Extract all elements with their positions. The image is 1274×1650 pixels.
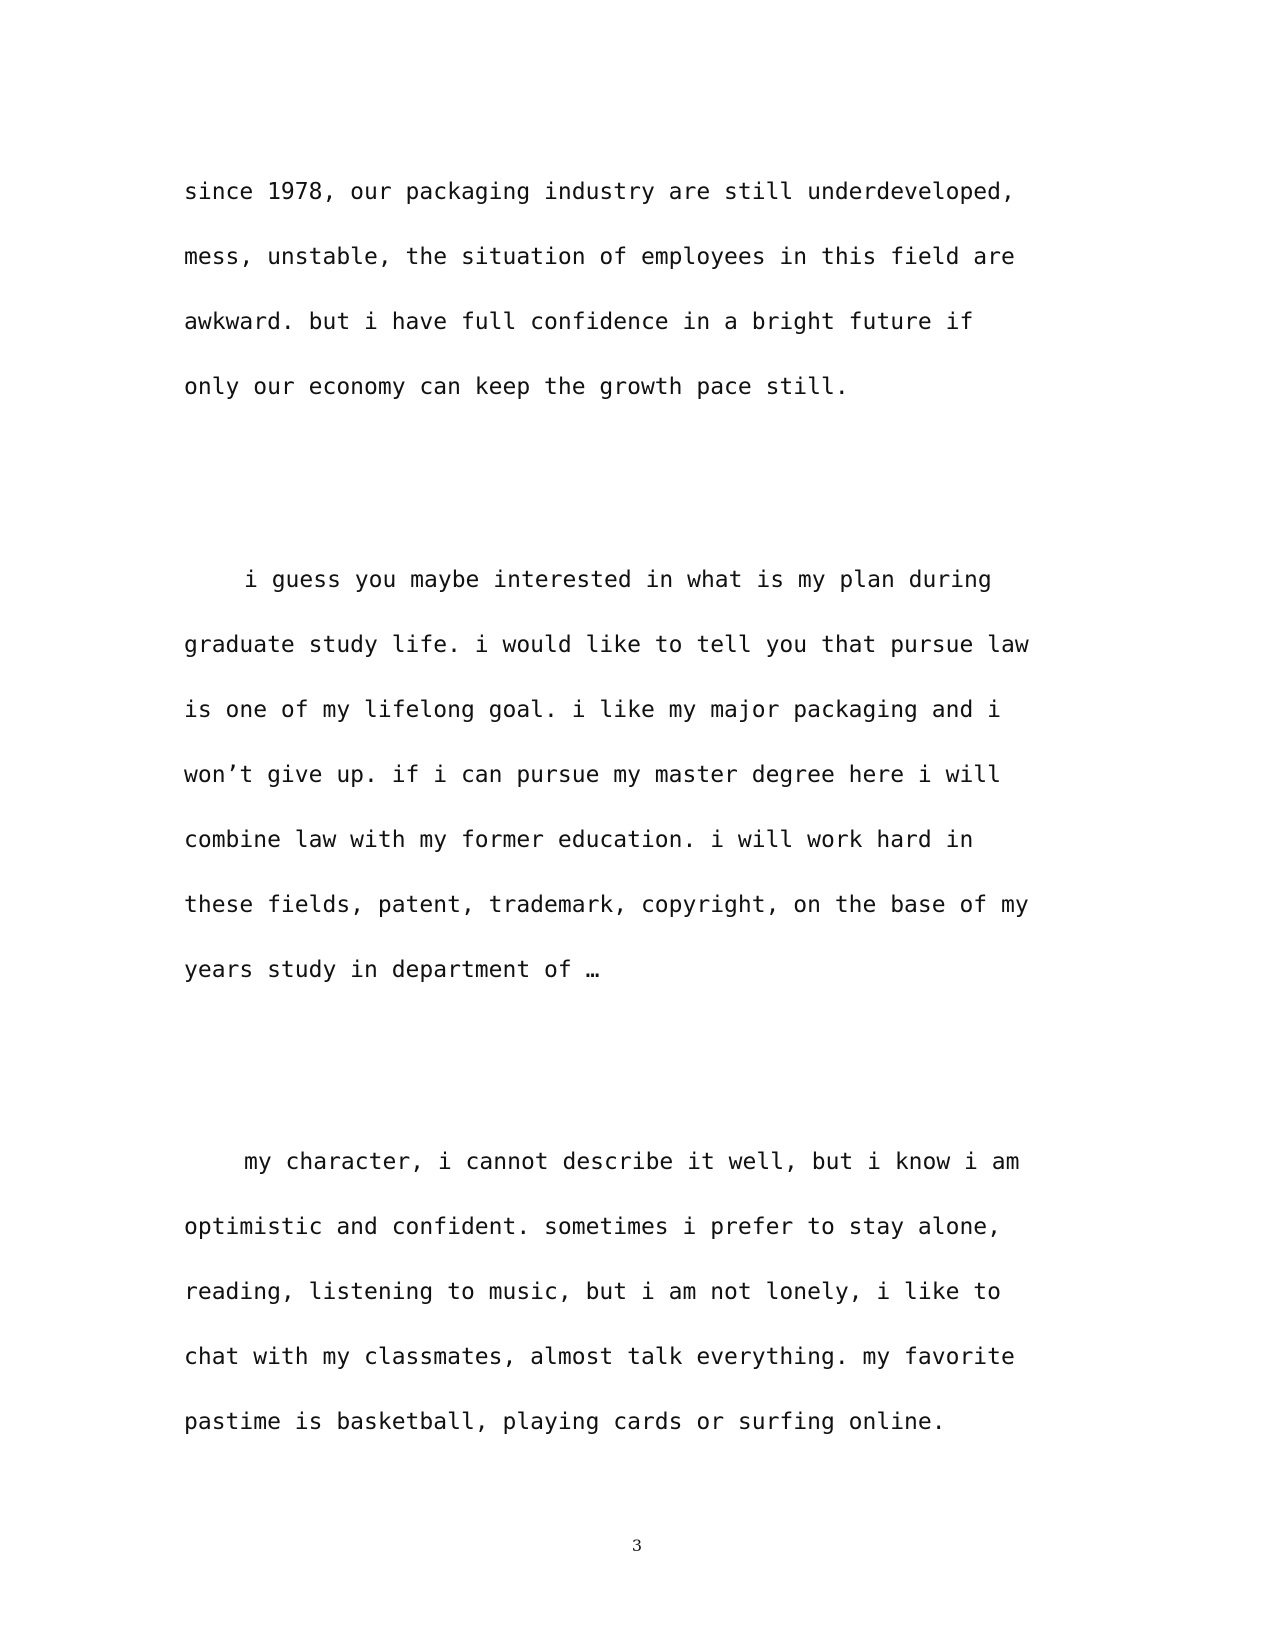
text-line: pastime is basketball, playing cards or surfing online. bbox=[184, 1409, 946, 1435]
text-line: reading, listening to music, but i am not lonely, i like to bbox=[184, 1279, 1001, 1305]
text-line: mess, unstable, the situation of employees in this field are bbox=[184, 244, 1015, 270]
page-number: 3 bbox=[631, 1536, 643, 1555]
paragraph-packaging-industry bbox=[184, 160, 1084, 420]
text-line: combine law with my former education. i will work hard in bbox=[184, 827, 974, 853]
text-line: won’t give up. if i can pursue my master degree here i will bbox=[184, 762, 1001, 788]
text-line: these fields, patent, trademark, copyright, on the base of my bbox=[184, 892, 1029, 918]
text-line: graduate study life. i would like to tell you that pursue law bbox=[184, 632, 1029, 658]
text-line: awkward. but i have full confidence in a bright future if bbox=[184, 309, 974, 335]
text-line: only our economy can keep the growth pace still. bbox=[184, 374, 849, 400]
text-line: years study in department of … bbox=[184, 957, 600, 983]
text-line: is one of my lifelong goal. i like my major packaging and i bbox=[184, 697, 1001, 723]
text-line: since 1978, our packaging industry are still underdeveloped, bbox=[184, 179, 1015, 205]
paragraph-graduate-plan bbox=[184, 548, 1084, 1003]
text-line: optimistic and confident. sometimes i prefer to stay alone, bbox=[184, 1214, 1001, 1240]
text-line: i guess you maybe interested in what is my plan during bbox=[244, 567, 992, 593]
text-line: chat with my classmates, almost talk everything. my favorite bbox=[184, 1344, 1015, 1370]
paragraph-character bbox=[184, 1130, 1084, 1455]
text-line: my character, i cannot describe it well, but i know i am bbox=[244, 1149, 1020, 1175]
